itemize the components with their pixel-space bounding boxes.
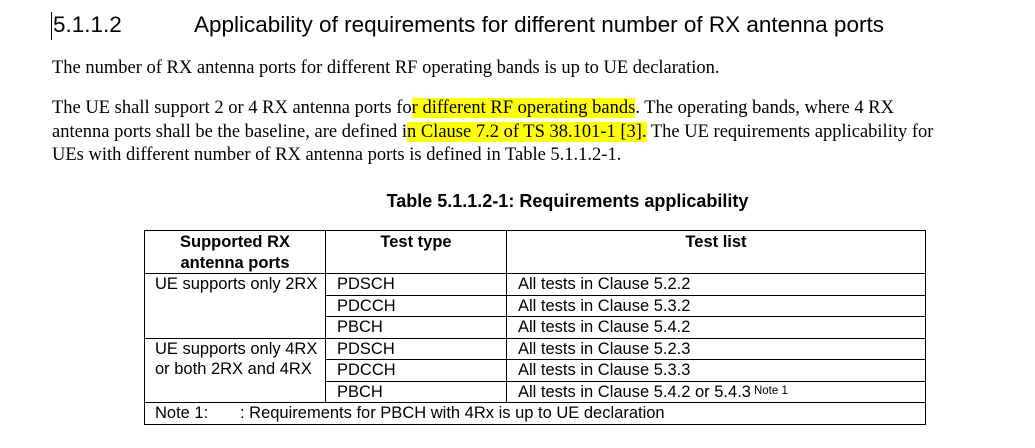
header-test-type: Test type bbox=[326, 231, 507, 274]
note-reference: Note 1 bbox=[753, 384, 788, 397]
text-cursor bbox=[51, 12, 52, 40]
test-list-cell: All tests in Clause 5.2.2 bbox=[507, 274, 926, 296]
test-list-cell: All tests in Clause 5.3.3 bbox=[507, 360, 926, 382]
test-list-cell: All tests in Clause 5.2.3 bbox=[507, 338, 926, 360]
test-list-cell bbox=[507, 381, 926, 403]
table-row bbox=[145, 338, 926, 360]
section-heading bbox=[51, 9, 1011, 41]
test-type-cell: PDCCH bbox=[326, 295, 507, 317]
test-type-cell: PBCH bbox=[326, 381, 507, 403]
text-run: The UE requirements applicability for bbox=[646, 121, 934, 142]
test-type-cell: PDSCH bbox=[326, 338, 507, 360]
note-label: Note 1: bbox=[155, 404, 209, 422]
paragraph-2-line-1 bbox=[52, 97, 1022, 121]
table-row bbox=[145, 274, 926, 296]
section-title: Applicability of requirements for different number of RX antenna ports bbox=[194, 12, 884, 37]
test-list-text: All tests in Clause 5.4.2 or 5.4.3 bbox=[518, 382, 751, 401]
test-type-cell: PDCCH bbox=[326, 360, 507, 382]
test-type-cell: PDSCH bbox=[326, 274, 507, 296]
section-number: 5.1.1.2 bbox=[53, 12, 122, 37]
text-run: . The operating bands, where 4 RX bbox=[635, 98, 894, 118]
table-note bbox=[145, 403, 926, 425]
header-test-list: Test list bbox=[507, 231, 926, 274]
test-list-cell: All tests in Clause 5.3.2 bbox=[507, 295, 926, 317]
paragraph-2-line-3: UEs with different number of RX antenna ports is defined in Table 5.1.1.2-1. bbox=[52, 145, 622, 165]
note-text: : Requirements for PBCH with 4Rx is up to UE declaration bbox=[240, 404, 665, 422]
test-list-cell: All tests in Clause 5.4.2 bbox=[507, 317, 926, 339]
table-note-row bbox=[145, 403, 926, 425]
requirements-table bbox=[144, 230, 926, 425]
text-run: antenna ports shall be the baseline, are defined i bbox=[52, 121, 407, 142]
group-label-2rx: UE supports only 2RX bbox=[145, 274, 326, 339]
group-label-4rx: UE supports only 4RX or both 2RX and 4RX bbox=[145, 338, 326, 403]
paragraph-2 bbox=[52, 97, 1022, 168]
text-run: The UE shall support 2 or 4 RX antenna ports fo bbox=[52, 98, 412, 118]
highlighted-text: n Clause 7.2 of TS 38.101-1 [3]. bbox=[406, 121, 647, 142]
header-rx-ports: Supported RX antenna ports bbox=[145, 231, 326, 274]
table-header-row bbox=[145, 231, 926, 274]
test-type-cell: PBCH bbox=[326, 317, 507, 339]
paragraph-1: The number of RX antenna ports for different RF operating bands is up to UE declaration. bbox=[52, 58, 720, 78]
table-caption: Table 5.1.1.2-1: Requirements applicability bbox=[386, 191, 749, 211]
highlighted-text: r different RF operating bands bbox=[411, 98, 636, 118]
paragraph-2-line-2 bbox=[52, 121, 1022, 145]
